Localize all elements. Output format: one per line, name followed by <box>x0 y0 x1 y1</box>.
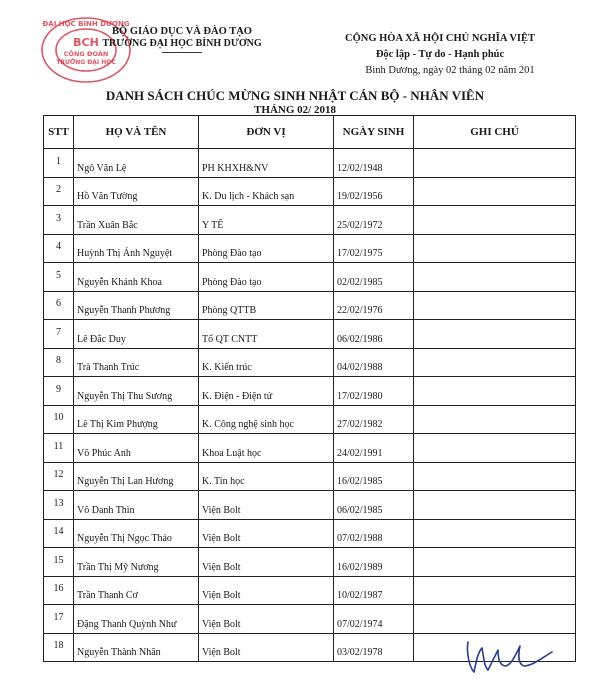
cell-dob: 04/02/1988 <box>334 348 414 377</box>
cell-stt: 16 <box>44 576 74 605</box>
cell-unit: Phòng Đào tạo <box>199 234 334 263</box>
table-row <box>44 605 576 634</box>
cell-note <box>414 320 576 349</box>
col-header-name: HỌ VÀ TÊN <box>74 116 199 149</box>
university-name: TRƯỜNG ĐẠI HỌC BÌNH DƯƠNG <box>102 38 262 49</box>
cell-unit: K. Kiến trúc <box>199 348 334 377</box>
cell-name: Võ Danh Thìn <box>74 491 199 520</box>
table-row <box>44 519 576 548</box>
cell-unit: Phòng Đào tạo <box>199 263 334 292</box>
cell-stt: 3 <box>44 206 74 235</box>
cell-stt: 15 <box>44 548 74 577</box>
svg-text:CÔNG ĐOÀN: CÔNG ĐOÀN <box>63 50 109 58</box>
cell-note <box>414 576 576 605</box>
cell-dob: 25/02/1972 <box>334 206 414 235</box>
col-header-unit: ĐƠN VỊ <box>199 116 334 149</box>
cell-name: Trần Thanh Cơ <box>74 576 199 605</box>
cell-stt: 7 <box>44 320 74 349</box>
table-row <box>44 548 576 577</box>
table-row <box>44 462 576 491</box>
svg-text:BCH: BCH <box>73 36 99 49</box>
cell-stt: 4 <box>44 234 74 263</box>
cell-note <box>414 234 576 263</box>
table-row <box>44 206 576 235</box>
cell-unit: Khoa Luật học <box>199 434 334 463</box>
cell-dob: 17/02/1980 <box>334 377 414 406</box>
table-row <box>44 491 576 520</box>
national-name: CỘNG HÒA XÃ HỘI CHỦ NGHĨA VIỆT <box>345 33 535 44</box>
table-row <box>44 377 576 406</box>
cell-name: Lê Thị Kim Phượng <box>74 405 199 434</box>
cell-unit: K. Điện - Điện tử <box>199 377 334 406</box>
cell-note <box>414 405 576 434</box>
cell-note <box>414 434 576 463</box>
cell-dob: 06/02/1985 <box>334 491 414 520</box>
cell-stt: 13 <box>44 491 74 520</box>
header-left-rule <box>162 52 202 53</box>
cell-dob: 22/02/1976 <box>334 291 414 320</box>
cell-dob: 16/02/1985 <box>334 462 414 491</box>
cell-note <box>414 348 576 377</box>
table-row <box>44 320 576 349</box>
cell-note <box>414 177 576 206</box>
table-row <box>44 405 576 434</box>
ministry-name: BỘ GIÁO DỤC VÀ ĐÀO TẠO <box>112 26 252 37</box>
table-row <box>44 149 576 178</box>
document-date: Bình Dương, ngày 02 tháng 02 năm 201 <box>365 65 535 76</box>
cell-stt: 2 <box>44 177 74 206</box>
cell-note <box>414 206 576 235</box>
table-row <box>44 291 576 320</box>
cell-dob: 06/02/1986 <box>334 320 414 349</box>
col-header-dob: NGÀY SINH <box>334 116 414 149</box>
cell-stt: 18 <box>44 633 74 662</box>
table-row <box>44 177 576 206</box>
table-row <box>44 576 576 605</box>
cell-name: Võ Phúc Anh <box>74 434 199 463</box>
cell-dob: 16/02/1989 <box>334 548 414 577</box>
cell-unit: Phòng QTTB <box>199 291 334 320</box>
table-row <box>44 234 576 263</box>
cell-stt: 17 <box>44 605 74 634</box>
national-motto: Độc lập - Tự do - Hạnh phúc <box>375 49 505 60</box>
cell-name: Trần Xuân Bắc <box>74 206 199 235</box>
document-subtitle: THÁNG 02/ 2018 <box>254 104 336 116</box>
cell-unit: Viện Bolt <box>199 576 334 605</box>
cell-unit: Y TẾ <box>199 206 334 235</box>
cell-note <box>414 491 576 520</box>
table-row <box>44 348 576 377</box>
cell-unit: Viện Bolt <box>199 491 334 520</box>
table-row <box>44 434 576 463</box>
cell-name: Trần Thị Mỹ Nương <box>74 548 199 577</box>
cell-unit: K. Công nghệ sinh học <box>199 405 334 434</box>
cell-stt: 14 <box>44 519 74 548</box>
col-header-note: GHI CHÚ <box>414 116 576 149</box>
svg-text:ĐẠI HỌC BÌNH DƯƠNG: ĐẠI HỌC BÌNH DƯƠNG <box>42 20 130 28</box>
cell-note <box>414 377 576 406</box>
cell-name: Nguyễn Thị Ngọc Thảo <box>74 519 199 548</box>
cell-name: Nguyễn Khánh Khoa <box>74 263 199 292</box>
cell-note <box>414 462 576 491</box>
cell-unit: Viện Bolt <box>199 548 334 577</box>
table-row <box>44 263 576 292</box>
cell-name: Nguyễn Thị Lan Hương <box>74 462 199 491</box>
cell-dob: 12/02/1948 <box>334 149 414 178</box>
cell-stt: 9 <box>44 377 74 406</box>
cell-unit: K. Tin học <box>199 462 334 491</box>
cell-stt: 8 <box>44 348 74 377</box>
cell-note <box>414 548 576 577</box>
cell-stt: 6 <box>44 291 74 320</box>
cell-stt: 12 <box>44 462 74 491</box>
cell-note <box>414 605 576 634</box>
cell-dob: 17/02/1975 <box>334 234 414 263</box>
cell-name: Ngô Văn Lệ <box>74 149 199 178</box>
cell-name: Huỳnh Thị Ánh Nguyệt <box>74 234 199 263</box>
cell-name: Hồ Văn Tường <box>74 177 199 206</box>
cell-note <box>414 291 576 320</box>
cell-dob: 03/02/1978 <box>334 633 414 662</box>
cell-dob: 07/02/1974 <box>334 605 414 634</box>
cell-name: Nguyễn Thành Nhân <box>74 633 199 662</box>
cell-note <box>414 149 576 178</box>
cell-stt: 10 <box>44 405 74 434</box>
table-header-row <box>44 116 576 149</box>
header-left <box>82 26 282 53</box>
svg-text:TRƯỜNG ĐẠI HỌC: TRƯỜNG ĐẠI HỌC <box>56 59 116 66</box>
cell-name: Đặng Thanh Quỳnh Như <box>74 605 199 634</box>
handwritten-signature <box>462 632 562 682</box>
cell-dob: 02/02/1985 <box>334 263 414 292</box>
cell-stt: 5 <box>44 263 74 292</box>
cell-unit: Viện Bolt <box>199 633 334 662</box>
cell-dob: 24/02/1991 <box>334 434 414 463</box>
cell-dob: 19/02/1956 <box>334 177 414 206</box>
cell-unit: K. Du lịch - Khách sạn <box>199 177 334 206</box>
cell-unit: Viện Bolt <box>199 519 334 548</box>
cell-stt: 1 <box>44 149 74 178</box>
document-title: DANH SÁCH CHÚC MỪNG SINH NHẬT CÁN BỘ - NHÂN VIÊN <box>105 88 485 103</box>
cell-unit: Tổ QT CNTT <box>199 320 334 349</box>
cell-dob: 07/02/1988 <box>334 519 414 548</box>
cell-stt: 11 <box>44 434 74 463</box>
col-header-stt: STT <box>44 116 74 149</box>
cell-dob: 10/02/1987 <box>334 576 414 605</box>
cell-note <box>414 263 576 292</box>
cell-name: Lê Đắc Duy <box>74 320 199 349</box>
header-right <box>300 32 580 78</box>
cell-name: Trà Thanh Trúc <box>74 348 199 377</box>
cell-unit: PH KHXH&NV <box>199 149 334 178</box>
cell-note <box>414 519 576 548</box>
cell-dob: 27/02/1982 <box>334 405 414 434</box>
cell-name: Nguyễn Thị Thu Sương <box>74 377 199 406</box>
birthday-table <box>43 115 576 662</box>
cell-unit: Viện Bolt <box>199 605 334 634</box>
cell-name: Nguyễn Thanh Phương <box>74 291 199 320</box>
